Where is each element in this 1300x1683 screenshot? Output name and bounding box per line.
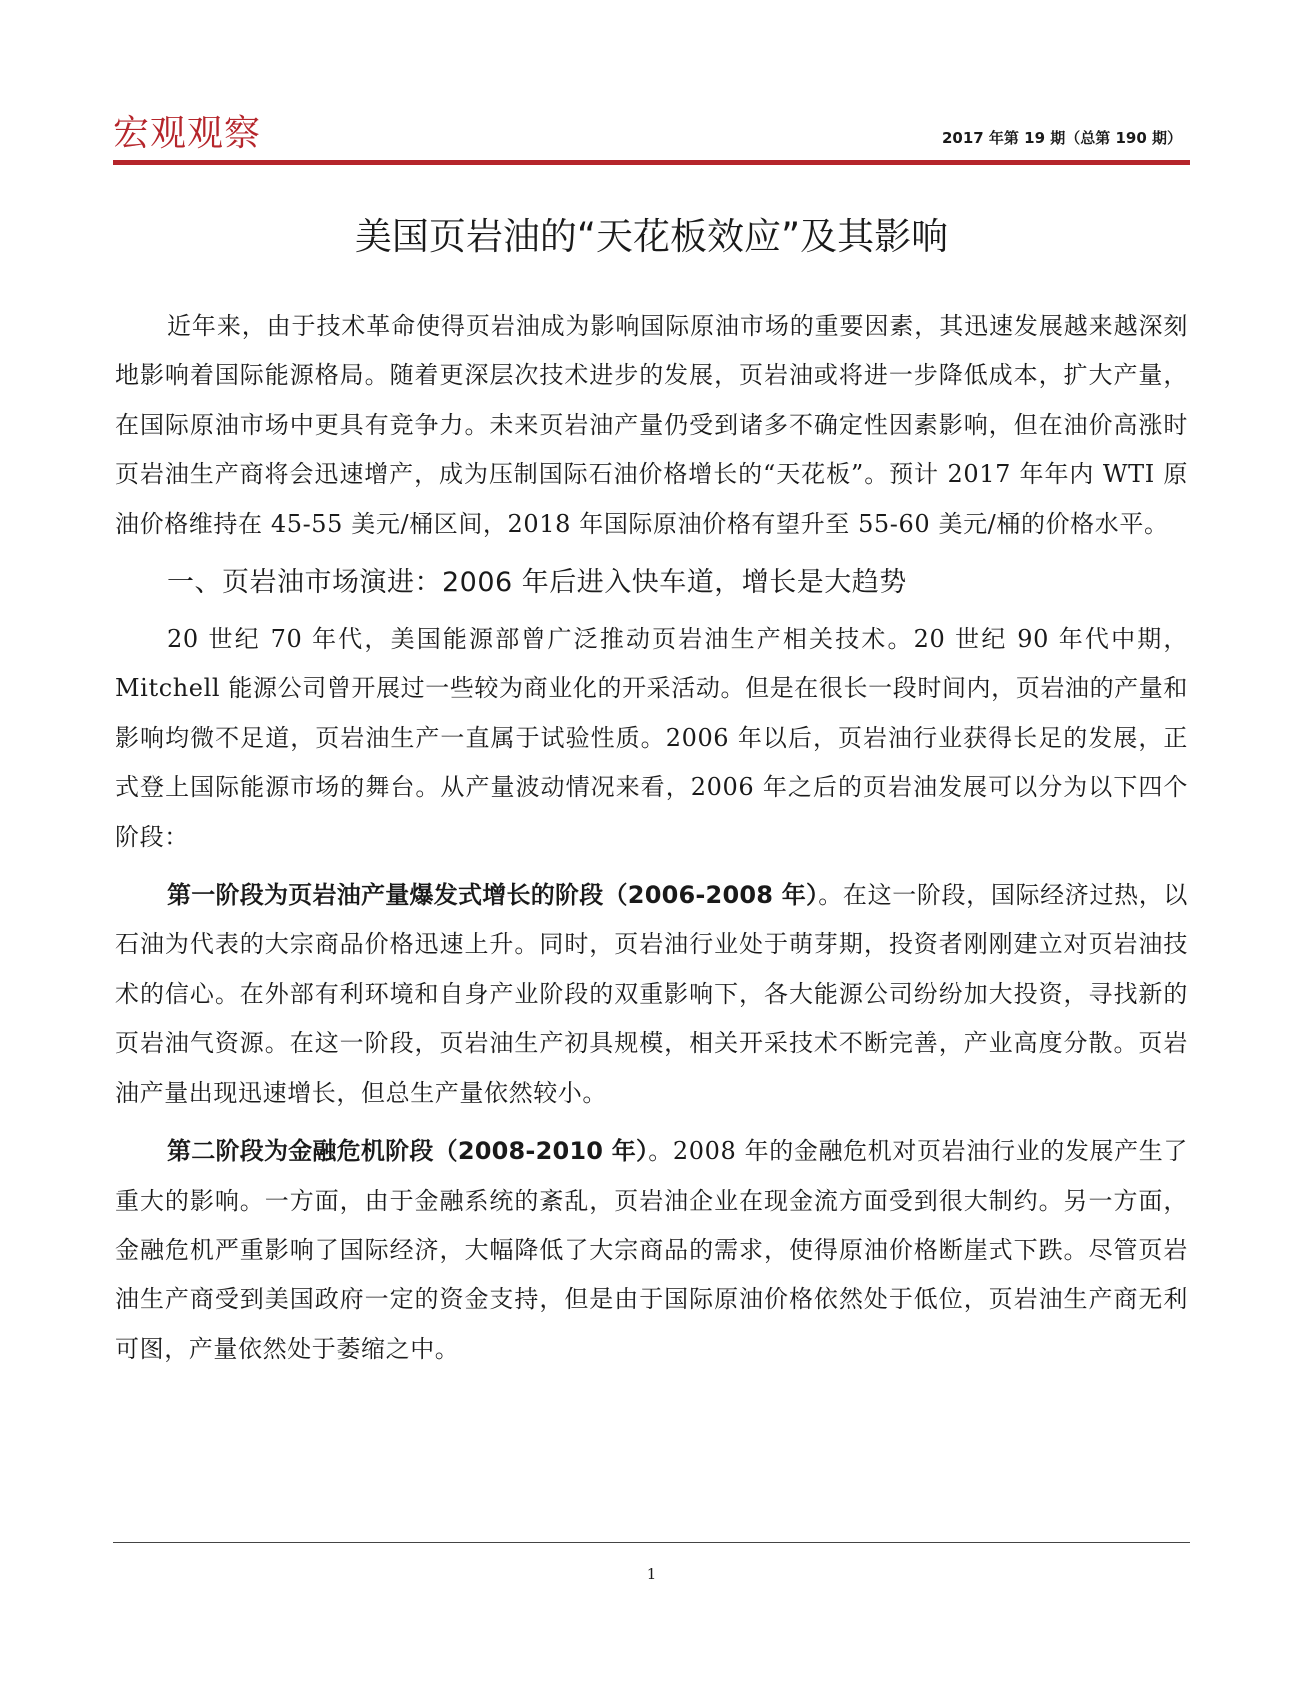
document-title: 美国页岩油的“天花板效应”及其影响 [354,215,949,258]
stage-two-body: 。2008 年的金融危机对页岩油行业的发展产生了重大的影响。一方面，由于金融系统的紊乱，页岩油企业在现金流方面受到很大制约。另一方面，金融危机严重影响了国际经济，大幅降低了大宗商品的需求，使得原油价格断崖式下跌。尽管页岩油生产商受到美国政府一定的资金支持，但是由于国际原油价格依然处于低位，页岩油生产商无利可图，产量依然处于萎缩之中。 [115,1137,1188,1363]
header-divider [113,160,1190,165]
history-paragraph: 20 世纪 70 年代，美国能源部曾广泛推动页岩油生产相关技术。20 世纪 90 年代中期，Mitchell 能源公司曾开展过一些较为商业化的开采活动。但是在很长一段时间内，页岩油的产量和影响均微不足道，页岩油生产一直属于试验性质。2006 年以后，页岩油行业获得长足的发展，正式登上国际能源市场的舞台。从产量波动情况来看，2006 年之后的页岩油发展可以分为以下四个阶段： [115,625,1188,851]
stage-one-paragraph [115,871,1188,1118]
footer-divider [113,1542,1190,1543]
section-heading: 一、页岩油市场演进：2006 年后进入快车道，增长是大趋势 [167,567,907,599]
publication-brand: 宏观观察 [113,113,262,154]
intro-paragraph: 近年来，由于技术革命使得页岩油成为影响国际原油市场的重要因素，其迅速发展越来越深刻地影响着国际能源格局。随着更深层次技术进步的发展，页岩油或将进一步降低成本，扩大产量，在国际原油市场中更具有竞争力。未来页岩油产量仍受到诸多不确定性因素影响，但在油价高涨时页岩油生产商将会迅速增产，成为压制国际石油价格增长的“天花板”。预计 2017 年年内 WTI 原油价格维持在 45-55 美元/桶区间，2018 年国际原油价格有望升至 55-60 美元/桶的价格水平。 [115,312,1188,538]
page-number: 1 [646,1565,657,1583]
stage-one-lead: 第一阶段为页岩油产量爆发式增长的阶段（2006-2008 年） [167,881,819,910]
issue-number: 2017 年第 19 期（总第 190 期） [941,129,1182,147]
page-header [113,104,1190,164]
stage-two-paragraph [115,1127,1188,1374]
document-body [115,302,1188,1374]
stage-two-lead: 第二阶段为金融危机阶段（2008-2010 年） [167,1137,649,1166]
stage-one-body: 。在这一阶段，国际经济过热，以石油为代表的大宗商品价格迅速上升。同时，页岩油行业处于萌芽期，投资者刚刚建立对页岩油技术的信心。在外部有利环境和自身产业阶段的双重影响下，各大能源公司纷纷加大投资，寻找新的页岩油气资源。在这一阶段，页岩油生产初具规模，相关开采技术不断完善，产业高度分散。页岩油产量出现迅速增长，但总生产量依然较小。 [115,881,1188,1107]
